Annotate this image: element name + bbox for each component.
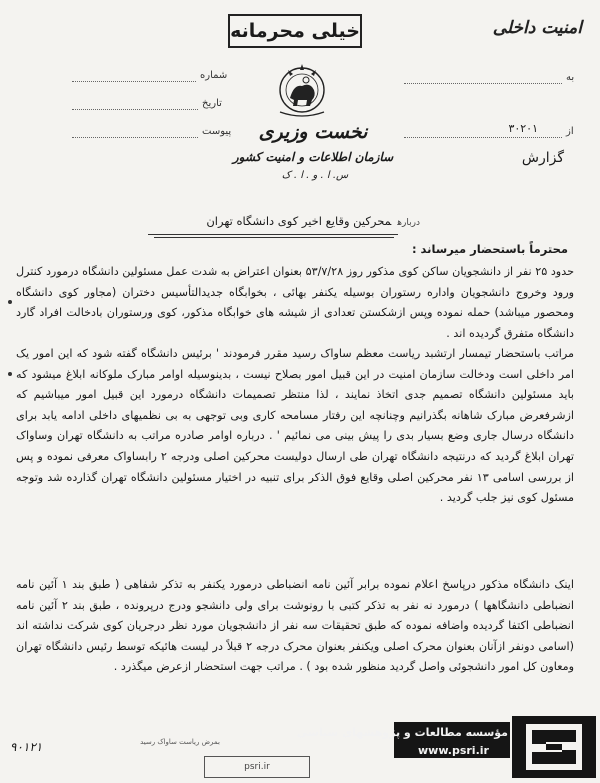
field-label-date: تاریخ bbox=[202, 98, 222, 109]
paragraph-3: اینک دانشگاه مذکور درپاسخ اعلام نموده برابر آئین نامه انضباطی درمورد یکنفر به تذکر شفاهی ( طبق بند ۱ آئین نامه انضباطی دانشگاهها ) درمورد نه نفر به تذکر کتبی با رونوشت برای ولی دانشجو ودرج درپرونده ، طبق بند ۲ آئین نامه انضباطی اکتفا گردیده واضافه نموده که طبق تحقیقات سه نفر از دانشجویان مورد نظر درجریان کوی شرکت نداشته اند (اسامی دونفر ازآنان بعنوان محرک اصلی ویکنفر بعنوان محرک درجه ۲ قبلاً در لیست هائیکه توسط رئیس دانشگاه تهران ومعاون کل امور دانشجوئی واصل گردید منظور شده بود ) . مراتب جهت استحضار ازعرض میگذرد . bbox=[16, 578, 574, 674]
organization-code: س. ا . و . ا . ک bbox=[281, 170, 349, 181]
handwritten-corner-note: امنیت داخلی bbox=[492, 18, 582, 38]
field-line-from bbox=[404, 136, 562, 138]
footer-stamp: psri.ir bbox=[204, 756, 310, 778]
handwritten-reference: ۹۰۱۲۱ bbox=[10, 740, 43, 754]
field-label-to: به bbox=[566, 72, 575, 83]
emblem-title: نخست وزیری bbox=[258, 121, 368, 143]
field-label-from: از bbox=[566, 126, 574, 137]
subject-lead: درباره bbox=[397, 218, 420, 228]
institute-logo-icon bbox=[512, 716, 596, 778]
watermark-url: www.psri.ir bbox=[418, 744, 489, 757]
field-line-date bbox=[72, 108, 198, 110]
organization-name: سازمان اطلاعات و امنیت کشور bbox=[232, 150, 394, 164]
watermark-institute-name: مؤسسه مطالعات و پژوهشهای سیاسی bbox=[296, 726, 508, 739]
subject-text: محرکین وقایع اخیر کوی دانشگاه تهران bbox=[206, 214, 392, 228]
field-label-attachment: پیوست bbox=[202, 126, 232, 137]
margin-mark bbox=[8, 300, 12, 304]
subject-underline-second bbox=[154, 237, 394, 238]
report-label: گزارش bbox=[521, 150, 564, 166]
field-line-attachment bbox=[72, 136, 198, 138]
from-number: ۳۰۲۰۱ bbox=[508, 122, 538, 135]
subject-line bbox=[150, 214, 420, 228]
subject-underline bbox=[148, 234, 398, 235]
paragraph-1: حدود ۲۵ نفر از دانشجویان ساکن کوی مذکور روز ۵۳/۷/۲۸ بعنوان اعتراض به شدت عمل مسئولین دانشگاه درمورد کنترل ورود وخروج دانشجویان واداره رستوران بوسیله یکنفر بهائی ، بخوابگاه جدیدالتأسیس دختران (مجاور کوی دانشگاه ومحصور میباشد) حمله نموده وپس ازشکستن تعدادی از شیشه های خوابگاه مذکور، کوی ورستوران بادخالت افراد گارد دانشگاه متفرق گردیده اند . bbox=[16, 265, 574, 340]
typed-footnote: بمرض ریاست ساواک رسید bbox=[140, 738, 220, 746]
paragraph-2: مراتب باستحضار تیمسار ارتشبد ریاست معظم ساواک رسید مقرر فرمودند ' برئیس دانشگاه گفته شود که این امور یک امر داخلی است ودخالت سازمان امنیت در این قبیل امور بصلاح نیست ، بدینوسیله اوامر مبارک ملوکانه ابلاغ میشود که باید مسئولین دانشگاه تصمیم جدی اتخاذ نمایند ، لذا منتظر تصمیمات دانشگاه درمورد این قبیل امور میباشیم که ازشرفعرض مبارک شاهانه بگذرانیم وچنانچه این رفتار مسامحه کاری وبی توجهی به بی نظمیهای داخلی ادامه یابد برای دانشگاه درسال جاری وضع بسیار بدی را پیش بینی می نمائیم ' . درباره اوامر صادره مراتب به دانشگاه تهران وساواک تهران ابلاغ گردید که درنتیجه دانشگاه تهران طی ارسال دولیست محرکین اصلی ودرجه ۲ رابساواک معرفی نموده و پس از بررسی اسامی ۱۳ نفر محرکین اصلی وقایع فوق الذکر برای تنبیه در اختیار مسئولین دانشگاه تهران گذارده شد وتوجه مسئول کوی نیز جلب گردید . bbox=[16, 347, 574, 505]
field-label-number: شماره bbox=[200, 70, 228, 81]
field-line-number bbox=[72, 80, 196, 82]
salutation: محترماً باستحضار میرساند : bbox=[411, 242, 568, 256]
field-line-to bbox=[404, 82, 562, 84]
margin-mark bbox=[8, 372, 12, 376]
classification-stamp: خیلی محرمانه bbox=[228, 14, 362, 48]
lion-and-sun-emblem-icon bbox=[270, 60, 334, 122]
